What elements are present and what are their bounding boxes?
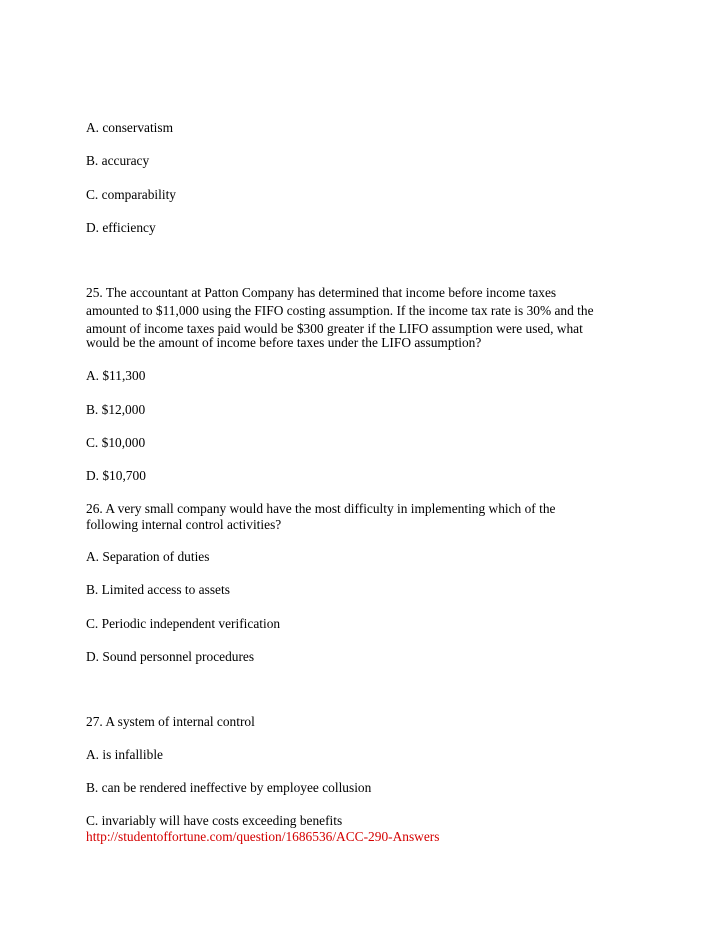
q25-question-line-2: amounted to $11,000 using the FIFO costing assumption. If the income tax rate is 30% and the (86, 303, 594, 318)
q24-option-c: C. comparability (86, 187, 176, 202)
q27-option-a: A. is infallible (86, 747, 163, 762)
q25-question-line-1: 25. The accountant at Patton Company has determined that income before income taxes (86, 285, 557, 300)
q25-option-d: D. $10,700 (86, 468, 146, 483)
q26-question-line-1: 26. A very small company would have the most difficulty in implementing which of the (86, 501, 556, 516)
q26-option-b: B. Limited access to assets (86, 582, 230, 597)
q26-question-line-2: following internal control activities? (86, 517, 282, 532)
q24-option-a: A. conservatism (86, 120, 174, 135)
q25-question-line-3: amount of income taxes paid would be $300 greater if the LIFO assumption were used, what (86, 321, 583, 336)
q26-option-d: D. Sound personnel procedures (86, 649, 255, 664)
q27-question: 27. A system of internal control (86, 714, 255, 729)
q24-option-b: B. accuracy (86, 153, 150, 168)
q25-option-c: C. $10,000 (86, 435, 146, 450)
q26-option-c: C. Periodic independent verification (86, 616, 281, 631)
q24-option-d: D. efficiency (86, 220, 156, 235)
q26-option-a: A. Separation of duties (86, 549, 210, 564)
q25-option-b: B. $12,000 (86, 402, 146, 417)
answers-link[interactable]: http://studentoffortune.com/question/1686536/ACC-290-Answers (86, 829, 440, 844)
q25-question-line-4: would be the amount of income before taxes under the LIFO assumption? (86, 335, 482, 350)
q27-option-b: B. can be rendered ineffective by employee collusion (86, 780, 372, 795)
q27-option-c: C. invariably will have costs exceeding benefits (86, 813, 343, 828)
q25-option-a: A. $11,300 (86, 368, 146, 383)
